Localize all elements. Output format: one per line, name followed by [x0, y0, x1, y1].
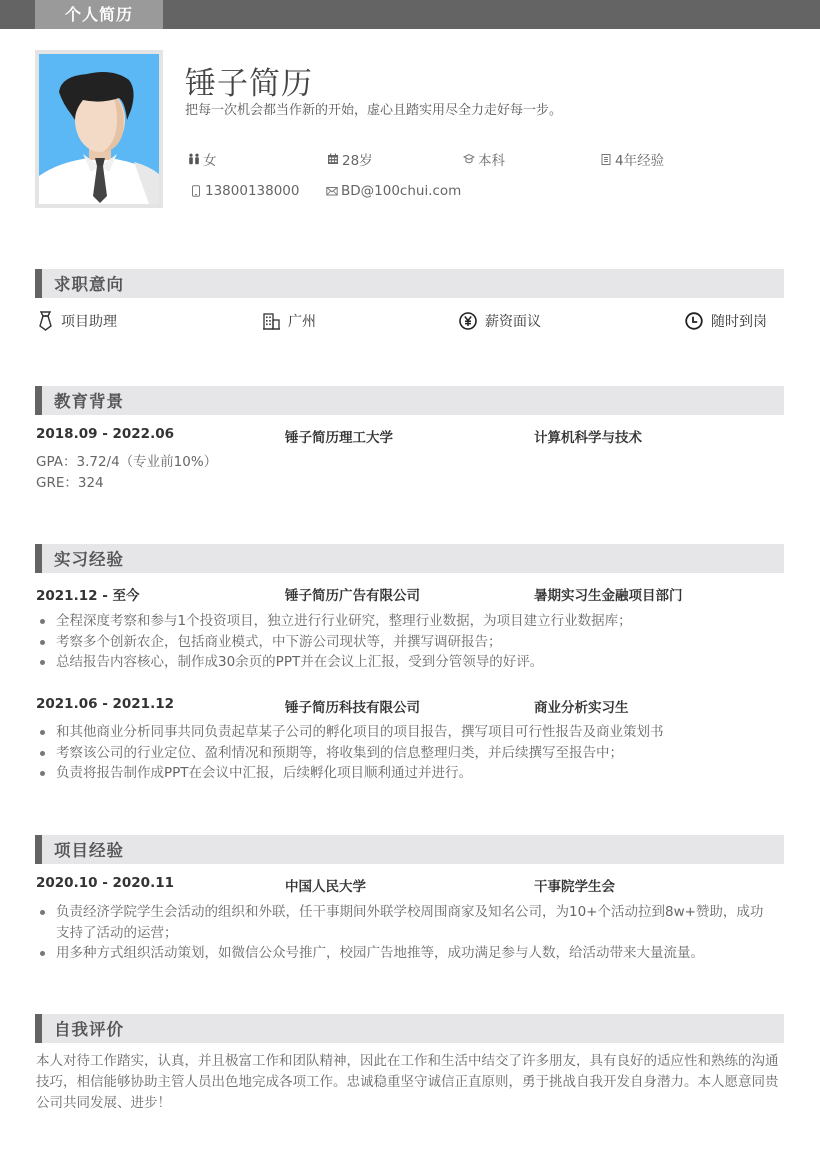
section-title: 实习经验 — [54, 550, 124, 569]
education-major: 计算机科学与技术 — [534, 430, 642, 446]
phone-value: 13800138000 — [205, 183, 300, 199]
section-title: 自我评价 — [54, 1020, 124, 1039]
list-item: 负责将报告制作成PPT在会议中汇报，后续孵化项目顺利通过并进行。 — [36, 763, 776, 784]
internship-2-bullets — [36, 722, 776, 784]
list-item: 考察多个创新农企，包括商业模式，中下游公司现状等，并撰写调研报告； — [36, 632, 776, 653]
list-item: 和其他商业分析同事共同负责起草某子公司的孵化项目的项目报告，撰写项目可行性报告及商业策划书 — [36, 722, 776, 743]
intent-position — [38, 311, 117, 331]
section-title: 项目经验 — [54, 841, 124, 860]
clipboard-icon — [599, 152, 613, 166]
section-title: 教育背景 — [54, 392, 124, 411]
education-school: 锤子简历理工大学 — [285, 430, 393, 446]
info-gender — [187, 149, 217, 169]
gender-icon — [187, 152, 201, 166]
intent-availability — [685, 311, 767, 331]
gender-value: 女 — [203, 153, 217, 169]
education-gre: GRE：324 — [36, 475, 104, 491]
education-period: 2018.09 - 2022.06 — [36, 426, 174, 442]
self-evaluation-text: 本人对待工作踏实，认真，并且极富工作和团队精神，因此在工作和生活中结交了许多朋友，具有良好的适应性和熟练的沟通技巧，相信能够协助主管人员出色地完成各项工作。忠诚稳重坚守诚信正直原则，勇于挑战自我开发自身潜力。本人愿意同贵公司共同发展、进步！ — [36, 1053, 779, 1111]
avatar-illustration — [39, 54, 159, 204]
internship-2-company: 锤子简历科技有限公司 — [285, 700, 420, 716]
info-experience — [599, 149, 664, 169]
info-email — [325, 183, 461, 199]
tie-icon — [38, 311, 53, 331]
project-1-bullets — [36, 902, 776, 964]
avatar — [35, 50, 163, 208]
age-value: 28岁 — [342, 153, 373, 169]
internship-1-period: 2021.12 - 至今 — [36, 588, 140, 604]
clock-icon — [685, 312, 703, 330]
resume-tab: 个人简历 — [35, 0, 163, 29]
section-header-projects — [35, 835, 784, 864]
section-header-internship — [35, 544, 784, 573]
envelope-icon — [325, 184, 339, 198]
phone-icon — [189, 184, 203, 198]
internship-2-role: 商业分析实习生 — [534, 700, 629, 716]
intent-salary — [459, 311, 541, 331]
intent-position-value: 项目助理 — [61, 314, 117, 330]
project-1-org: 中国人民大学 — [285, 879, 366, 895]
yen-icon — [459, 312, 477, 330]
section-header-job-intent — [35, 269, 784, 298]
section-header-self-evaluation — [35, 1014, 784, 1043]
list-item: 考察该公司的行业定位、盈利情况和预期等，将收集到的信息整理归类，并后续撰写至报告中； — [36, 743, 776, 764]
education-gpa: GPA：3.72/4（专业前10%） — [36, 454, 218, 470]
info-education — [462, 149, 505, 169]
list-item: 负责经济学院学生会活动的组织和外联，任干事期间外联学校周围商家及知名公司，为10+个活动拉到8w+赞助，成功支持了活动的运营； — [36, 902, 776, 943]
graduation-cap-icon — [462, 152, 476, 166]
section-title: 求职意向 — [54, 275, 124, 294]
internship-1-bullets — [36, 611, 776, 673]
list-item: 全程深度考察和参与1个投资项目，独立进行行业研究，整理行业数据，为项目建立行业数据库； — [36, 611, 776, 632]
internship-1-role: 暑期实习生金融项目部门 — [534, 588, 683, 604]
intent-availability-value: 随时到岗 — [711, 314, 767, 330]
email-value: BD@100chui.com — [341, 183, 462, 199]
list-item: 总结报告内容核心，制作成30余页的PPT并在会议上汇报，受到分管领导的好评。 — [36, 652, 776, 673]
project-1-period: 2020.10 - 2020.11 — [36, 875, 174, 891]
intent-salary-value: 薪资面议 — [485, 314, 541, 330]
education-value: 本科 — [478, 153, 505, 169]
top-bar — [0, 0, 820, 29]
experience-value: 4年经验 — [615, 153, 665, 169]
calendar-icon — [326, 152, 340, 166]
section-header-education — [35, 386, 784, 415]
internship-1-company: 锤子简历广告有限公司 — [285, 588, 420, 604]
info-phone — [189, 183, 299, 199]
motto: 把每一次机会都当作新的开始，虚心且踏实用尽全力走好每一步。 — [185, 103, 563, 118]
list-item: 用多种方式组织活动策划，如微信公众号推广，校园广告地推等，成功满足参与人数，给活动带来大量流量。 — [36, 943, 776, 964]
candidate-name: 锤子简历 — [185, 66, 313, 102]
project-1-role: 干事院学生会 — [534, 879, 615, 895]
info-age — [326, 149, 373, 169]
intent-city-value: 广州 — [288, 314, 316, 330]
intent-city — [263, 311, 316, 331]
internship-2-period: 2021.06 - 2021.12 — [36, 696, 174, 712]
building-icon — [263, 313, 280, 330]
